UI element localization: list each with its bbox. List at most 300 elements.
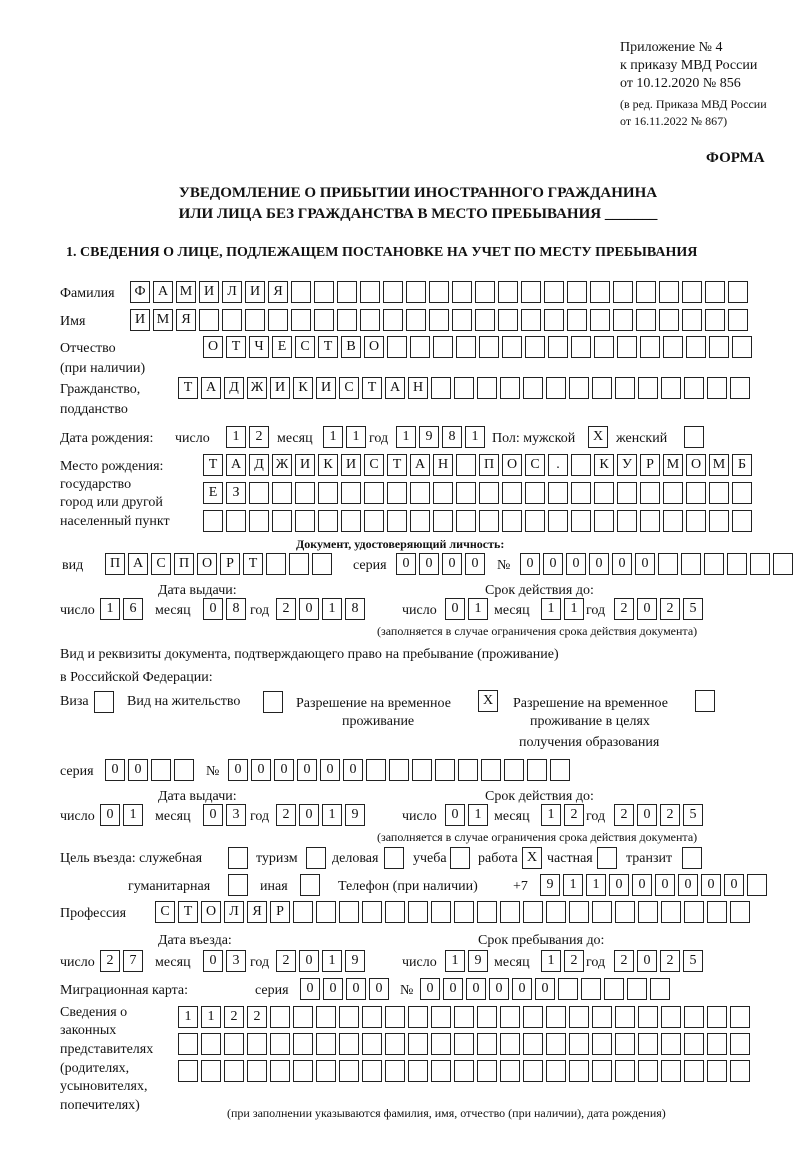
char-cell[interactable] — [686, 336, 706, 358]
char-cell[interactable] — [636, 309, 656, 331]
birthplace-field[interactable] — [203, 454, 755, 476]
char-cell[interactable] — [500, 901, 520, 923]
char-cell[interactable] — [314, 309, 334, 331]
doc-kind-field[interactable] — [105, 553, 335, 575]
char-cell[interactable]: В — [341, 336, 361, 358]
char-cell[interactable] — [316, 1060, 336, 1082]
char-cell[interactable] — [640, 336, 660, 358]
char-cell[interactable] — [362, 1033, 382, 1055]
char-cell[interactable] — [546, 1006, 566, 1028]
char-cell[interactable] — [295, 510, 315, 532]
char-cell[interactable] — [406, 309, 426, 331]
char-cell[interactable]: 0 — [251, 759, 271, 781]
char-cell[interactable] — [750, 553, 770, 575]
date-field[interactable] — [541, 804, 587, 826]
char-cell[interactable] — [569, 1006, 589, 1028]
char-cell[interactable]: 9 — [345, 950, 365, 972]
char-cell[interactable] — [615, 1033, 635, 1055]
char-cell[interactable] — [389, 759, 409, 781]
char-cell[interactable]: Я — [268, 281, 288, 303]
char-cell[interactable] — [663, 336, 683, 358]
char-cell[interactable]: 3 — [226, 804, 246, 826]
char-cell[interactable] — [638, 901, 658, 923]
char-cell[interactable]: М — [153, 309, 173, 331]
char-cell[interactable] — [293, 1033, 313, 1055]
char-cell[interactable]: 2 — [614, 804, 634, 826]
char-cell[interactable] — [385, 901, 405, 923]
char-cell[interactable] — [454, 1006, 474, 1028]
doc-number-field[interactable] — [520, 553, 796, 575]
char-cell[interactable] — [594, 336, 614, 358]
char-cell[interactable] — [452, 309, 472, 331]
char-cell[interactable]: К — [594, 454, 614, 476]
char-cell[interactable]: О — [364, 336, 384, 358]
char-cell[interactable] — [387, 336, 407, 358]
char-cell[interactable]: Т — [318, 336, 338, 358]
char-cell[interactable] — [500, 1006, 520, 1028]
char-cell[interactable] — [312, 553, 332, 575]
char-cell[interactable]: И — [130, 309, 150, 331]
char-cell[interactable] — [458, 759, 478, 781]
char-cell[interactable]: И — [199, 281, 219, 303]
char-cell[interactable] — [546, 1060, 566, 1082]
char-cell[interactable] — [592, 1060, 612, 1082]
char-cell[interactable] — [730, 1006, 750, 1028]
char-cell[interactable] — [174, 759, 194, 781]
char-cell[interactable]: 2 — [276, 804, 296, 826]
char-cell[interactable] — [728, 309, 748, 331]
char-cell[interactable] — [571, 336, 591, 358]
char-cell[interactable] — [730, 1060, 750, 1082]
char-cell[interactable] — [640, 510, 660, 532]
char-cell[interactable] — [500, 1060, 520, 1082]
char-cell[interactable]: 5 — [683, 950, 703, 972]
char-cell[interactable]: П — [479, 454, 499, 476]
char-cell[interactable] — [571, 482, 591, 504]
char-cell[interactable]: 1 — [178, 1006, 198, 1028]
char-cell[interactable]: Н — [433, 454, 453, 476]
char-cell[interactable]: 0 — [346, 978, 366, 1000]
char-cell[interactable] — [318, 482, 338, 504]
char-cell[interactable]: 9 — [345, 804, 365, 826]
char-cell[interactable]: Т — [178, 901, 198, 923]
char-cell[interactable]: 1 — [322, 804, 342, 826]
char-cell[interactable] — [364, 510, 384, 532]
char-cell[interactable] — [433, 336, 453, 358]
char-cell[interactable] — [615, 1006, 635, 1028]
char-cell[interactable] — [339, 1060, 359, 1082]
date-field[interactable] — [614, 950, 706, 972]
char-cell[interactable] — [548, 510, 568, 532]
char-cell[interactable]: 0 — [445, 598, 465, 620]
char-cell[interactable]: 0 — [300, 978, 320, 1000]
char-cell[interactable]: Е — [203, 482, 223, 504]
char-cell[interactable] — [661, 1060, 681, 1082]
char-cell[interactable] — [571, 510, 591, 532]
char-cell[interactable]: 0 — [203, 598, 223, 620]
char-cell[interactable]: 0 — [612, 553, 632, 575]
char-cell[interactable] — [705, 309, 725, 331]
char-cell[interactable] — [387, 510, 407, 532]
char-cell[interactable]: 5 — [683, 804, 703, 826]
char-cell[interactable] — [433, 510, 453, 532]
char-cell[interactable] — [178, 1033, 198, 1055]
char-cell[interactable] — [270, 1033, 290, 1055]
char-cell[interactable] — [456, 482, 476, 504]
char-cell[interactable]: Т — [178, 377, 198, 399]
char-cell[interactable]: 0 — [489, 978, 509, 1000]
char-cell[interactable] — [500, 1033, 520, 1055]
doc-series-field[interactable] — [396, 553, 488, 575]
char-cell[interactable] — [383, 309, 403, 331]
char-cell[interactable]: А — [153, 281, 173, 303]
char-cell[interactable] — [337, 309, 357, 331]
char-cell[interactable]: 0 — [323, 978, 343, 1000]
date-field[interactable] — [203, 950, 249, 972]
char-cell[interactable]: 2 — [247, 1006, 267, 1028]
char-cell[interactable] — [431, 1033, 451, 1055]
purpose-service-checkbox[interactable] — [228, 847, 248, 869]
char-cell[interactable]: А — [410, 454, 430, 476]
char-cell[interactable] — [604, 978, 624, 1000]
char-cell[interactable]: П — [105, 553, 125, 575]
char-cell[interactable]: 0 — [297, 759, 317, 781]
char-cell[interactable] — [571, 454, 591, 476]
char-cell[interactable] — [523, 1033, 543, 1055]
purpose-tourism-checkbox[interactable] — [306, 847, 326, 869]
char-cell[interactable] — [151, 759, 171, 781]
char-cell[interactable] — [410, 482, 430, 504]
char-cell[interactable] — [178, 1060, 198, 1082]
char-cell[interactable]: 0 — [724, 874, 744, 896]
char-cell[interactable]: 0 — [228, 759, 248, 781]
char-cell[interactable] — [569, 901, 589, 923]
char-cell[interactable] — [452, 281, 472, 303]
char-cell[interactable] — [272, 482, 292, 504]
char-cell[interactable]: Н — [408, 377, 428, 399]
char-cell[interactable] — [548, 482, 568, 504]
date-field[interactable] — [203, 804, 249, 826]
char-cell[interactable] — [293, 901, 313, 923]
char-cell[interactable] — [498, 281, 518, 303]
char-cell[interactable]: А — [385, 377, 405, 399]
char-cell[interactable]: 6 — [123, 598, 143, 620]
char-cell[interactable]: 2 — [660, 950, 680, 972]
char-cell[interactable]: А — [226, 454, 246, 476]
char-cell[interactable] — [707, 1006, 727, 1028]
char-cell[interactable] — [454, 377, 474, 399]
char-cell[interactable] — [590, 281, 610, 303]
char-cell[interactable]: 1 — [563, 874, 583, 896]
char-cell[interactable]: Б — [732, 454, 752, 476]
date-field[interactable] — [276, 950, 368, 972]
char-cell[interactable]: С — [364, 454, 384, 476]
char-cell[interactable] — [362, 1006, 382, 1028]
char-cell[interactable] — [266, 553, 286, 575]
char-cell[interactable] — [408, 1006, 428, 1028]
char-cell[interactable] — [525, 336, 545, 358]
char-cell[interactable] — [546, 1033, 566, 1055]
birth-month-field[interactable] — [323, 426, 369, 448]
char-cell[interactable]: И — [295, 454, 315, 476]
char-cell[interactable] — [408, 901, 428, 923]
char-cell[interactable]: 0 — [609, 874, 629, 896]
char-cell[interactable]: Ч — [249, 336, 269, 358]
char-cell[interactable]: Р — [640, 454, 660, 476]
char-cell[interactable] — [684, 901, 704, 923]
char-cell[interactable] — [567, 281, 587, 303]
char-cell[interactable] — [477, 1060, 497, 1082]
birth-day-field[interactable] — [226, 426, 272, 448]
char-cell[interactable] — [681, 553, 701, 575]
char-cell[interactable] — [291, 309, 311, 331]
char-cell[interactable]: 0 — [637, 598, 657, 620]
char-cell[interactable]: 0 — [566, 553, 586, 575]
char-cell[interactable] — [362, 1060, 382, 1082]
char-cell[interactable]: Е — [272, 336, 292, 358]
right-series-field[interactable] — [105, 759, 197, 781]
char-cell[interactable] — [504, 759, 524, 781]
right-number-field[interactable] — [228, 759, 573, 781]
trp-checkbox[interactable]: X — [478, 690, 498, 712]
representatives-field[interactable] — [178, 1060, 753, 1082]
char-cell[interactable] — [314, 281, 334, 303]
char-cell[interactable] — [684, 1033, 704, 1055]
char-cell[interactable] — [385, 1033, 405, 1055]
char-cell[interactable]: Т — [203, 454, 223, 476]
char-cell[interactable] — [387, 482, 407, 504]
date-field[interactable] — [541, 950, 587, 972]
char-cell[interactable]: Р — [220, 553, 240, 575]
date-field[interactable] — [100, 804, 146, 826]
char-cell[interactable] — [661, 377, 681, 399]
char-cell[interactable] — [341, 482, 361, 504]
char-cell[interactable] — [339, 901, 359, 923]
char-cell[interactable]: О — [197, 553, 217, 575]
char-cell[interactable]: 0 — [632, 874, 652, 896]
char-cell[interactable] — [638, 377, 658, 399]
char-cell[interactable] — [661, 901, 681, 923]
char-cell[interactable] — [592, 1033, 612, 1055]
date-field[interactable] — [614, 804, 706, 826]
char-cell[interactable] — [479, 336, 499, 358]
char-cell[interactable] — [569, 1060, 589, 1082]
char-cell[interactable] — [709, 510, 729, 532]
char-cell[interactable] — [479, 482, 499, 504]
char-cell[interactable]: 0 — [128, 759, 148, 781]
char-cell[interactable]: К — [293, 377, 313, 399]
char-cell[interactable]: Я — [176, 309, 196, 331]
char-cell[interactable]: И — [270, 377, 290, 399]
char-cell[interactable] — [707, 901, 727, 923]
char-cell[interactable]: 9 — [468, 950, 488, 972]
char-cell[interactable] — [502, 336, 522, 358]
char-cell[interactable]: Ж — [272, 454, 292, 476]
char-cell[interactable] — [638, 1006, 658, 1028]
char-cell[interactable] — [707, 377, 727, 399]
char-cell[interactable] — [249, 482, 269, 504]
char-cell[interactable]: М — [663, 454, 683, 476]
char-cell[interactable]: Т — [362, 377, 382, 399]
char-cell[interactable]: 2 — [224, 1006, 244, 1028]
char-cell[interactable]: О — [502, 454, 522, 476]
char-cell[interactable] — [226, 510, 246, 532]
trp-education-checkbox[interactable] — [695, 690, 715, 712]
char-cell[interactable]: 1 — [465, 426, 485, 448]
char-cell[interactable] — [617, 510, 637, 532]
char-cell[interactable] — [385, 1060, 405, 1082]
char-cell[interactable] — [293, 1006, 313, 1028]
char-cell[interactable] — [732, 336, 752, 358]
char-cell[interactable]: 0 — [203, 950, 223, 972]
char-cell[interactable] — [709, 482, 729, 504]
char-cell[interactable] — [500, 377, 520, 399]
char-cell[interactable] — [650, 978, 670, 1000]
char-cell[interactable] — [558, 978, 578, 1000]
char-cell[interactable] — [686, 510, 706, 532]
char-cell[interactable] — [709, 336, 729, 358]
date-field[interactable] — [100, 598, 146, 620]
citizenship-field[interactable] — [178, 377, 753, 399]
char-cell[interactable]: 0 — [655, 874, 675, 896]
char-cell[interactable] — [658, 553, 678, 575]
char-cell[interactable] — [431, 901, 451, 923]
char-cell[interactable]: 0 — [419, 553, 439, 575]
char-cell[interactable] — [224, 1033, 244, 1055]
char-cell[interactable]: С — [339, 377, 359, 399]
char-cell[interactable]: 0 — [203, 804, 223, 826]
char-cell[interactable] — [525, 510, 545, 532]
char-cell[interactable]: Д — [249, 454, 269, 476]
char-cell[interactable] — [477, 377, 497, 399]
char-cell[interactable] — [523, 377, 543, 399]
char-cell[interactable]: Т — [387, 454, 407, 476]
char-cell[interactable]: 9 — [419, 426, 439, 448]
char-cell[interactable]: 2 — [100, 950, 120, 972]
char-cell[interactable]: 5 — [683, 598, 703, 620]
char-cell[interactable]: 1 — [541, 950, 561, 972]
char-cell[interactable]: К — [318, 454, 338, 476]
char-cell[interactable]: 0 — [320, 759, 340, 781]
phone-field[interactable] — [540, 874, 770, 896]
purpose-private-checkbox[interactable] — [597, 847, 617, 869]
char-cell[interactable] — [456, 336, 476, 358]
char-cell[interactable]: 0 — [701, 874, 721, 896]
char-cell[interactable]: 1 — [346, 426, 366, 448]
char-cell[interactable]: 0 — [535, 978, 555, 1000]
char-cell[interactable]: П — [174, 553, 194, 575]
residence-checkbox[interactable] — [263, 691, 283, 713]
char-cell[interactable] — [383, 281, 403, 303]
char-cell[interactable]: 9 — [540, 874, 560, 896]
surname-field[interactable] — [130, 281, 751, 303]
purpose-humanitarian-checkbox[interactable] — [228, 874, 248, 896]
char-cell[interactable] — [525, 482, 545, 504]
purpose-transit-checkbox[interactable] — [682, 847, 702, 869]
char-cell[interactable] — [732, 510, 752, 532]
char-cell[interactable] — [747, 874, 767, 896]
char-cell[interactable] — [454, 1060, 474, 1082]
char-cell[interactable]: Т — [226, 336, 246, 358]
char-cell[interactable] — [704, 553, 724, 575]
char-cell[interactable] — [293, 1060, 313, 1082]
char-cell[interactable] — [316, 901, 336, 923]
char-cell[interactable]: 1 — [322, 598, 342, 620]
char-cell[interactable]: Т — [243, 553, 263, 575]
char-cell[interactable] — [544, 281, 564, 303]
char-cell[interactable] — [592, 377, 612, 399]
char-cell[interactable]: С — [155, 901, 175, 923]
char-cell[interactable]: 0 — [299, 804, 319, 826]
char-cell[interactable] — [613, 309, 633, 331]
char-cell[interactable]: 2 — [564, 950, 584, 972]
char-cell[interactable]: 2 — [249, 426, 269, 448]
char-cell[interactable] — [481, 759, 501, 781]
purpose-other-checkbox[interactable] — [300, 874, 320, 896]
char-cell[interactable]: 1 — [445, 950, 465, 972]
char-cell[interactable]: 0 — [299, 598, 319, 620]
char-cell[interactable]: У — [617, 454, 637, 476]
char-cell[interactable] — [730, 1033, 750, 1055]
char-cell[interactable] — [594, 482, 614, 504]
char-cell[interactable]: Ж — [247, 377, 267, 399]
char-cell[interactable]: Ф — [130, 281, 150, 303]
char-cell[interactable] — [659, 309, 679, 331]
char-cell[interactable] — [640, 482, 660, 504]
char-cell[interactable] — [523, 1006, 543, 1028]
char-cell[interactable] — [636, 281, 656, 303]
char-cell[interactable]: 3 — [226, 950, 246, 972]
char-cell[interactable]: 2 — [614, 598, 634, 620]
char-cell[interactable] — [523, 1060, 543, 1082]
char-cell[interactable] — [337, 281, 357, 303]
char-cell[interactable] — [408, 1060, 428, 1082]
char-cell[interactable]: О — [686, 454, 706, 476]
char-cell[interactable] — [627, 978, 647, 1000]
char-cell[interactable]: 0 — [396, 553, 416, 575]
char-cell[interactable] — [270, 1060, 290, 1082]
char-cell[interactable] — [366, 759, 386, 781]
char-cell[interactable]: 1 — [564, 598, 584, 620]
char-cell[interactable]: 0 — [520, 553, 540, 575]
char-cell[interactable] — [272, 510, 292, 532]
char-cell[interactable]: 0 — [589, 553, 609, 575]
char-cell[interactable]: 0 — [443, 978, 463, 1000]
char-cell[interactable] — [546, 901, 566, 923]
char-cell[interactable] — [773, 553, 793, 575]
char-cell[interactable] — [682, 309, 702, 331]
char-cell[interactable] — [364, 482, 384, 504]
purpose-work-checkbox[interactable]: X — [522, 847, 542, 869]
char-cell[interactable] — [408, 1033, 428, 1055]
char-cell[interactable]: 0 — [369, 978, 389, 1000]
char-cell[interactable] — [682, 281, 702, 303]
char-cell[interactable] — [201, 1060, 221, 1082]
char-cell[interactable] — [429, 309, 449, 331]
char-cell[interactable] — [502, 482, 522, 504]
char-cell[interactable] — [431, 1006, 451, 1028]
char-cell[interactable] — [270, 1006, 290, 1028]
date-field[interactable] — [203, 598, 249, 620]
char-cell[interactable]: 2 — [614, 950, 634, 972]
char-cell[interactable] — [360, 309, 380, 331]
char-cell[interactable] — [456, 510, 476, 532]
char-cell[interactable]: 1 — [541, 598, 561, 620]
char-cell[interactable] — [730, 901, 750, 923]
migration-number-field[interactable] — [420, 978, 673, 1000]
char-cell[interactable] — [663, 510, 683, 532]
char-cell[interactable]: 1 — [201, 1006, 221, 1028]
